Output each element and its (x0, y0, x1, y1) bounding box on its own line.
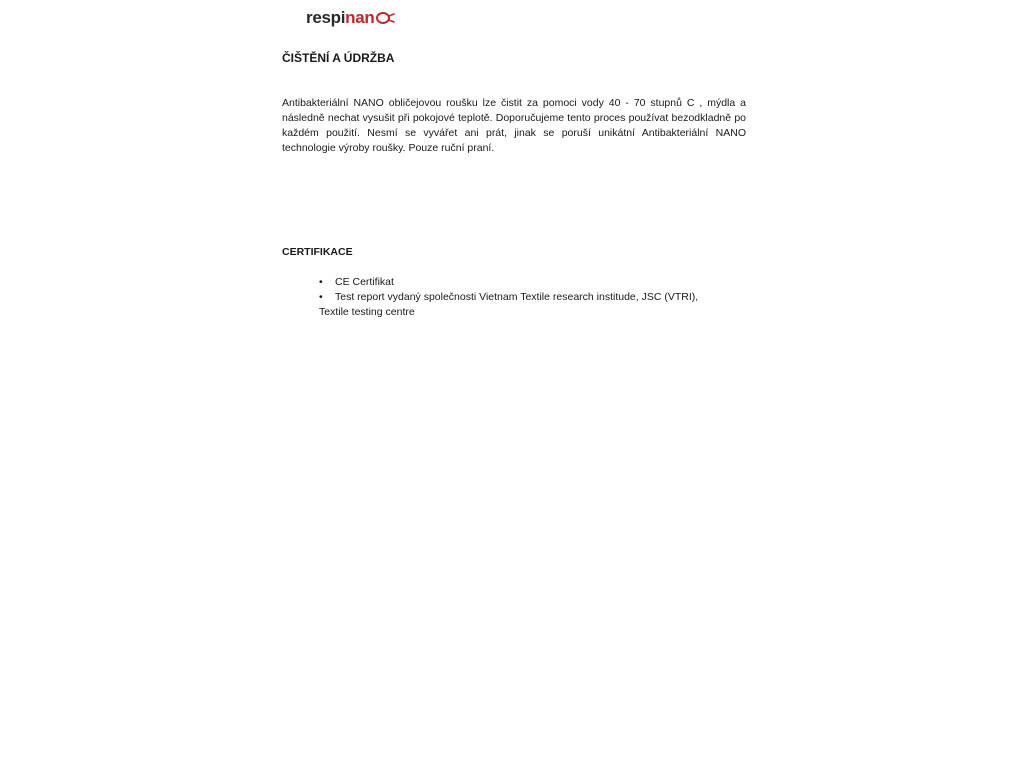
certification-list (319, 275, 749, 320)
logo-text (306, 6, 374, 30)
certification-item (319, 275, 749, 290)
logo-text-respi: respi (306, 8, 346, 27)
certification-item-text: CE Certifikat (335, 276, 394, 288)
bullet-icon: • (319, 291, 323, 303)
certification-item-text-continued: Textile testing centre (319, 306, 415, 318)
certification-item-text: Test report vydaný společnosti Vietnam Textile research institude, JSC (VTRI), (335, 291, 699, 303)
logo-o-mask-icon (375, 11, 395, 25)
cleaning-heading: ČIŠTĚNÍ A ÚDRŽBA (282, 51, 395, 65)
cleaning-paragraph: Antibakteriální NANO obličejovou roušku lze čistit za pomoci vody 40 - 70 stupnů C , mýdla a následně nechat vysušit při pokojové teplotě. Doporučujeme tento proces používat bezodkladně po každém použití. Nesmí se vyvářet ani prát, jinak se poruší unikátní Antibakteriální NANO technologie výroby roušky. Pouze ruční praní. (282, 97, 746, 154)
respinano-logo (306, 6, 395, 30)
certification-heading: CERTIFIKACE (282, 246, 353, 258)
certification-item (319, 290, 749, 320)
bullet-icon: • (319, 276, 323, 288)
logo-text-nan: nan (345, 8, 375, 27)
